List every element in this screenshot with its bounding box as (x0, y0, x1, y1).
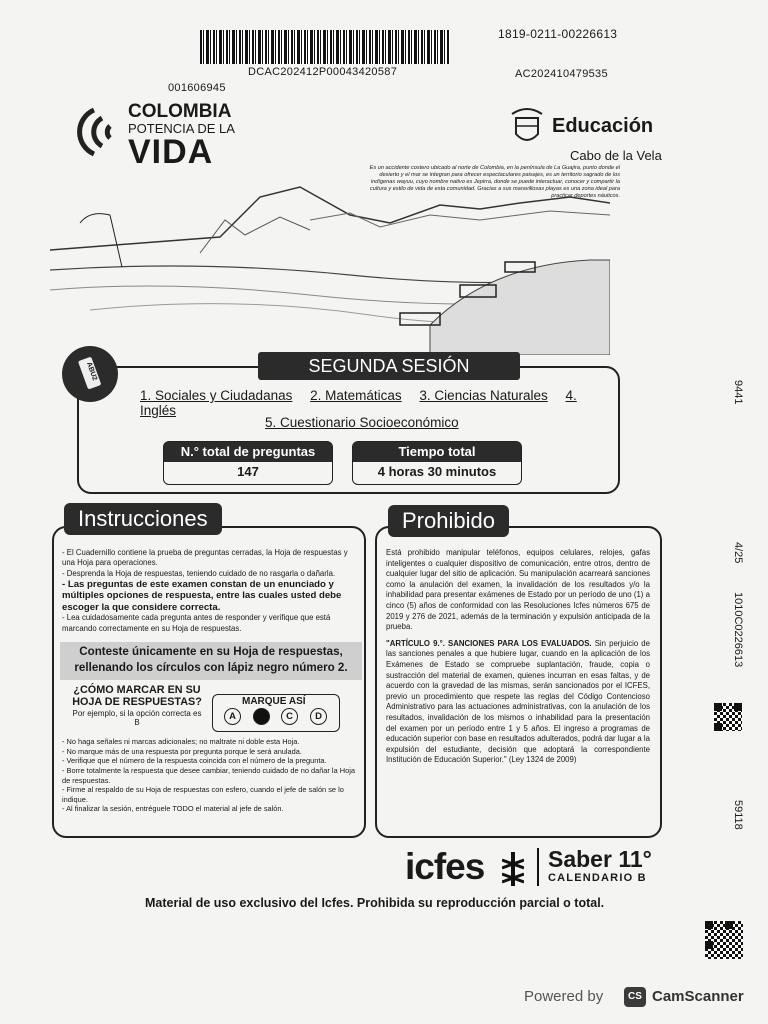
how-to-mark-example: Por ejemplo, si la opción correcta es B (72, 708, 202, 727)
instructions-list (62, 548, 362, 634)
option-bubble-b-filled (253, 708, 270, 725)
questions-count-box (163, 441, 333, 485)
saber-title: Saber 11° (548, 846, 652, 872)
instruction-item: - El Cuadernillo contiene la prueba de preguntas cerradas, la Hoja de respuestas y una Hoja para operaciones. (62, 548, 348, 568)
ministry-title: Educación (552, 115, 654, 137)
side-code-1: 9441 (732, 380, 744, 405)
instruction-item: - No haga señales ni marcas adicionales; no maltrate ni doble esta Hoja. (62, 737, 300, 746)
option-bubble-c: C (281, 708, 298, 725)
time-label: Tiempo total (353, 442, 521, 462)
instruction-item: - No marque más de una respuesta por pregunta porque le será anulada. (62, 746, 302, 756)
qr-code-icon (705, 921, 743, 959)
time-value: 4 horas 30 minutos (377, 464, 497, 479)
footer-notice: Material de uso exclusivo del Icfes. Prohibida su reproducción parcial o total. (145, 896, 605, 910)
cover-caption: Es un accidente costero ubicado al norte de Colombia, en la península de La Guajira, punto donde el desierto y el mar se integran para ofrecer espectaculares paisajes, es un territorio sagrado de los indígenas wayuu, cuyo nombre nativo es Jepirra, donde se puede interactuar, conocer y compartir la cultura y estilo de vida de esta comunidad. Gracias a sus maravillosas playas es una zona ideal para practicar deportes náuticos. (369, 165, 620, 199)
barcode (200, 30, 450, 64)
logo-line-1: COLOMBIA (128, 101, 232, 122)
prohibited-text (386, 548, 650, 766)
brand-divider (537, 848, 539, 886)
answer-rule-box: Conteste únicamente en su Hoja de respuestas, rellenando los círculos con lápiz negro número 2. (60, 642, 362, 680)
instruction-item: - Borre totalmente la respuesta que desee cambiar, teniendo cuidado de no dañar la Hoja de respuestas. (62, 765, 355, 785)
barcode-text: DCAC202412P00043420587 (248, 66, 398, 78)
article-heading: "ARTÍCULO 9.°. SANCIONES PARA LOS EVALUADOS. (386, 638, 592, 648)
colombia-logo-text (128, 102, 235, 169)
serial-number: 1819-0211-00226613 (498, 27, 618, 41)
pencil-badge-text: ABU2 (84, 361, 99, 382)
questions-label: N.° total de preguntas (164, 442, 332, 462)
instruction-item: - Lea cuidadosamente cada pregunta antes de responder y verifique que está marcando correctamente en su Hoja de respuestas. (62, 613, 331, 633)
prohibited-title: Prohibido (388, 505, 509, 537)
instruction-item: - Al finalizar la sesión, entréguele TODO el material al jefe de salón. (62, 804, 284, 814)
side-code-4: 59118 (732, 800, 744, 830)
cover-place: Cabo de la Vela (570, 148, 662, 163)
logo-line-2: POTENCIA DE LA (128, 121, 235, 136)
option-bubble-a: A (224, 708, 241, 725)
qr-code-icon (714, 703, 742, 731)
calendar-label: CALENDARIO B (548, 872, 647, 884)
booklet-code: 001606945 (168, 82, 226, 94)
session-title: SEGUNDA SESIÓN (258, 352, 520, 380)
instructions-title: Instrucciones (64, 503, 222, 535)
option-bubble-d: D (310, 708, 327, 725)
instruction-item: - Desprenda la Hoja de respuestas, teniendo cuidado de no rasgarla o dañarla. (62, 568, 336, 578)
instruction-item: - Firme al respaldo de su Hoja de respuestas con esfero, cuando el jefe de salón se lo indique. (62, 785, 344, 804)
prohibited-paragraph-1: Está prohibido manipular teléfonos, equipos celulares, relojes, gafas inteligentes o cualquier dispositivo de comunicación, entre otros, dentro de cualquier lugar del sitio de aplicación. Su manipulación acarreará sanciones como la anulación del examen, la invalidación de los resultados y/o la inhabilidad para presentar exámenes de Estado por un período de uno (1) a cinco (5) años de conformidad con las Resoluciones Icfes números 675 de 2019 y 276 de 2021, además de la terminación y expulsión anticipada de la prueba. (386, 548, 650, 632)
subject-item: 2. Matemáticas (310, 388, 402, 403)
prohibited-paragraph-2 (386, 639, 650, 766)
questions-value: 147 (237, 464, 259, 479)
camscanner-name: CamScanner (652, 988, 744, 1005)
powered-by-text: Powered by (524, 988, 604, 1005)
icfes-mark-icon (502, 852, 524, 886)
instruction-item: - Verifique que el número de la respuesta coincida con el número de la pregunta. (62, 756, 327, 766)
landscape-illustration (50, 175, 610, 355)
instruction-item-bold: - Las preguntas de este examen constan de un enunciado y múltiples opciones de respuesta, entre las cuales usted debe escoger la que considere correcta. (62, 578, 342, 613)
subject-item-5: 5. Cuestionario Socioeconómico (265, 415, 459, 430)
coat-of-arms-icon (508, 106, 546, 150)
camscanner-watermark (522, 981, 758, 1013)
colombia-logo-icon (52, 104, 122, 160)
article-text: Sin perjuicio de las sanciones penales a que hubiere lugar, cuando en la aplicación de los Exámenes de Estado se compruebe suplantación, fraude, copia o sustracción del material de examen, quienes incurran en esas faltas, y de acuerdo con la gravedad de las mismas, serán sancionados por el ICFES, previo un procedimiento que respete las reglas del Código Contencioso Administrativo para las actuaciones administrativas, con la anulación de los resultados, invalidación de los mismos o inhabilidad para la presentación del examen por un período entre 1 y 5 años. El ingreso a programas de educación superior con base en resultados adulterados, podrá dar lugar a la expulsión del estudiante, decisión que adoptará la correspondiente Institución de Educación Superior." (Ley 1324 de 2009) (386, 638, 650, 765)
icfes-logo: icfes (405, 846, 485, 887)
camscanner-icon: CS (624, 987, 646, 1007)
logo-line-3: VIDA (128, 133, 214, 171)
how-to-mark-title: ¿CÓMO MARCAR EN SU HOJA DE RESPUESTAS? (72, 684, 202, 709)
side-code-2: 4/25 (732, 542, 744, 564)
application-code: AC202410479535 (515, 68, 608, 80)
side-code-3: 1010C0226613 (732, 592, 744, 668)
subject-list (140, 388, 610, 418)
subject-item: 1. Sociales y Ciudadanas (140, 388, 293, 403)
mark-example-label: MARQUE ASÍ (242, 696, 306, 707)
subject-item: 3. Ciencias Naturales (419, 388, 548, 403)
total-time-box (352, 441, 522, 485)
session-panel (77, 366, 620, 494)
how-to-mark (72, 684, 202, 727)
subject-item: 4. Inglés (140, 388, 577, 418)
instructions-list-2 (62, 737, 362, 814)
